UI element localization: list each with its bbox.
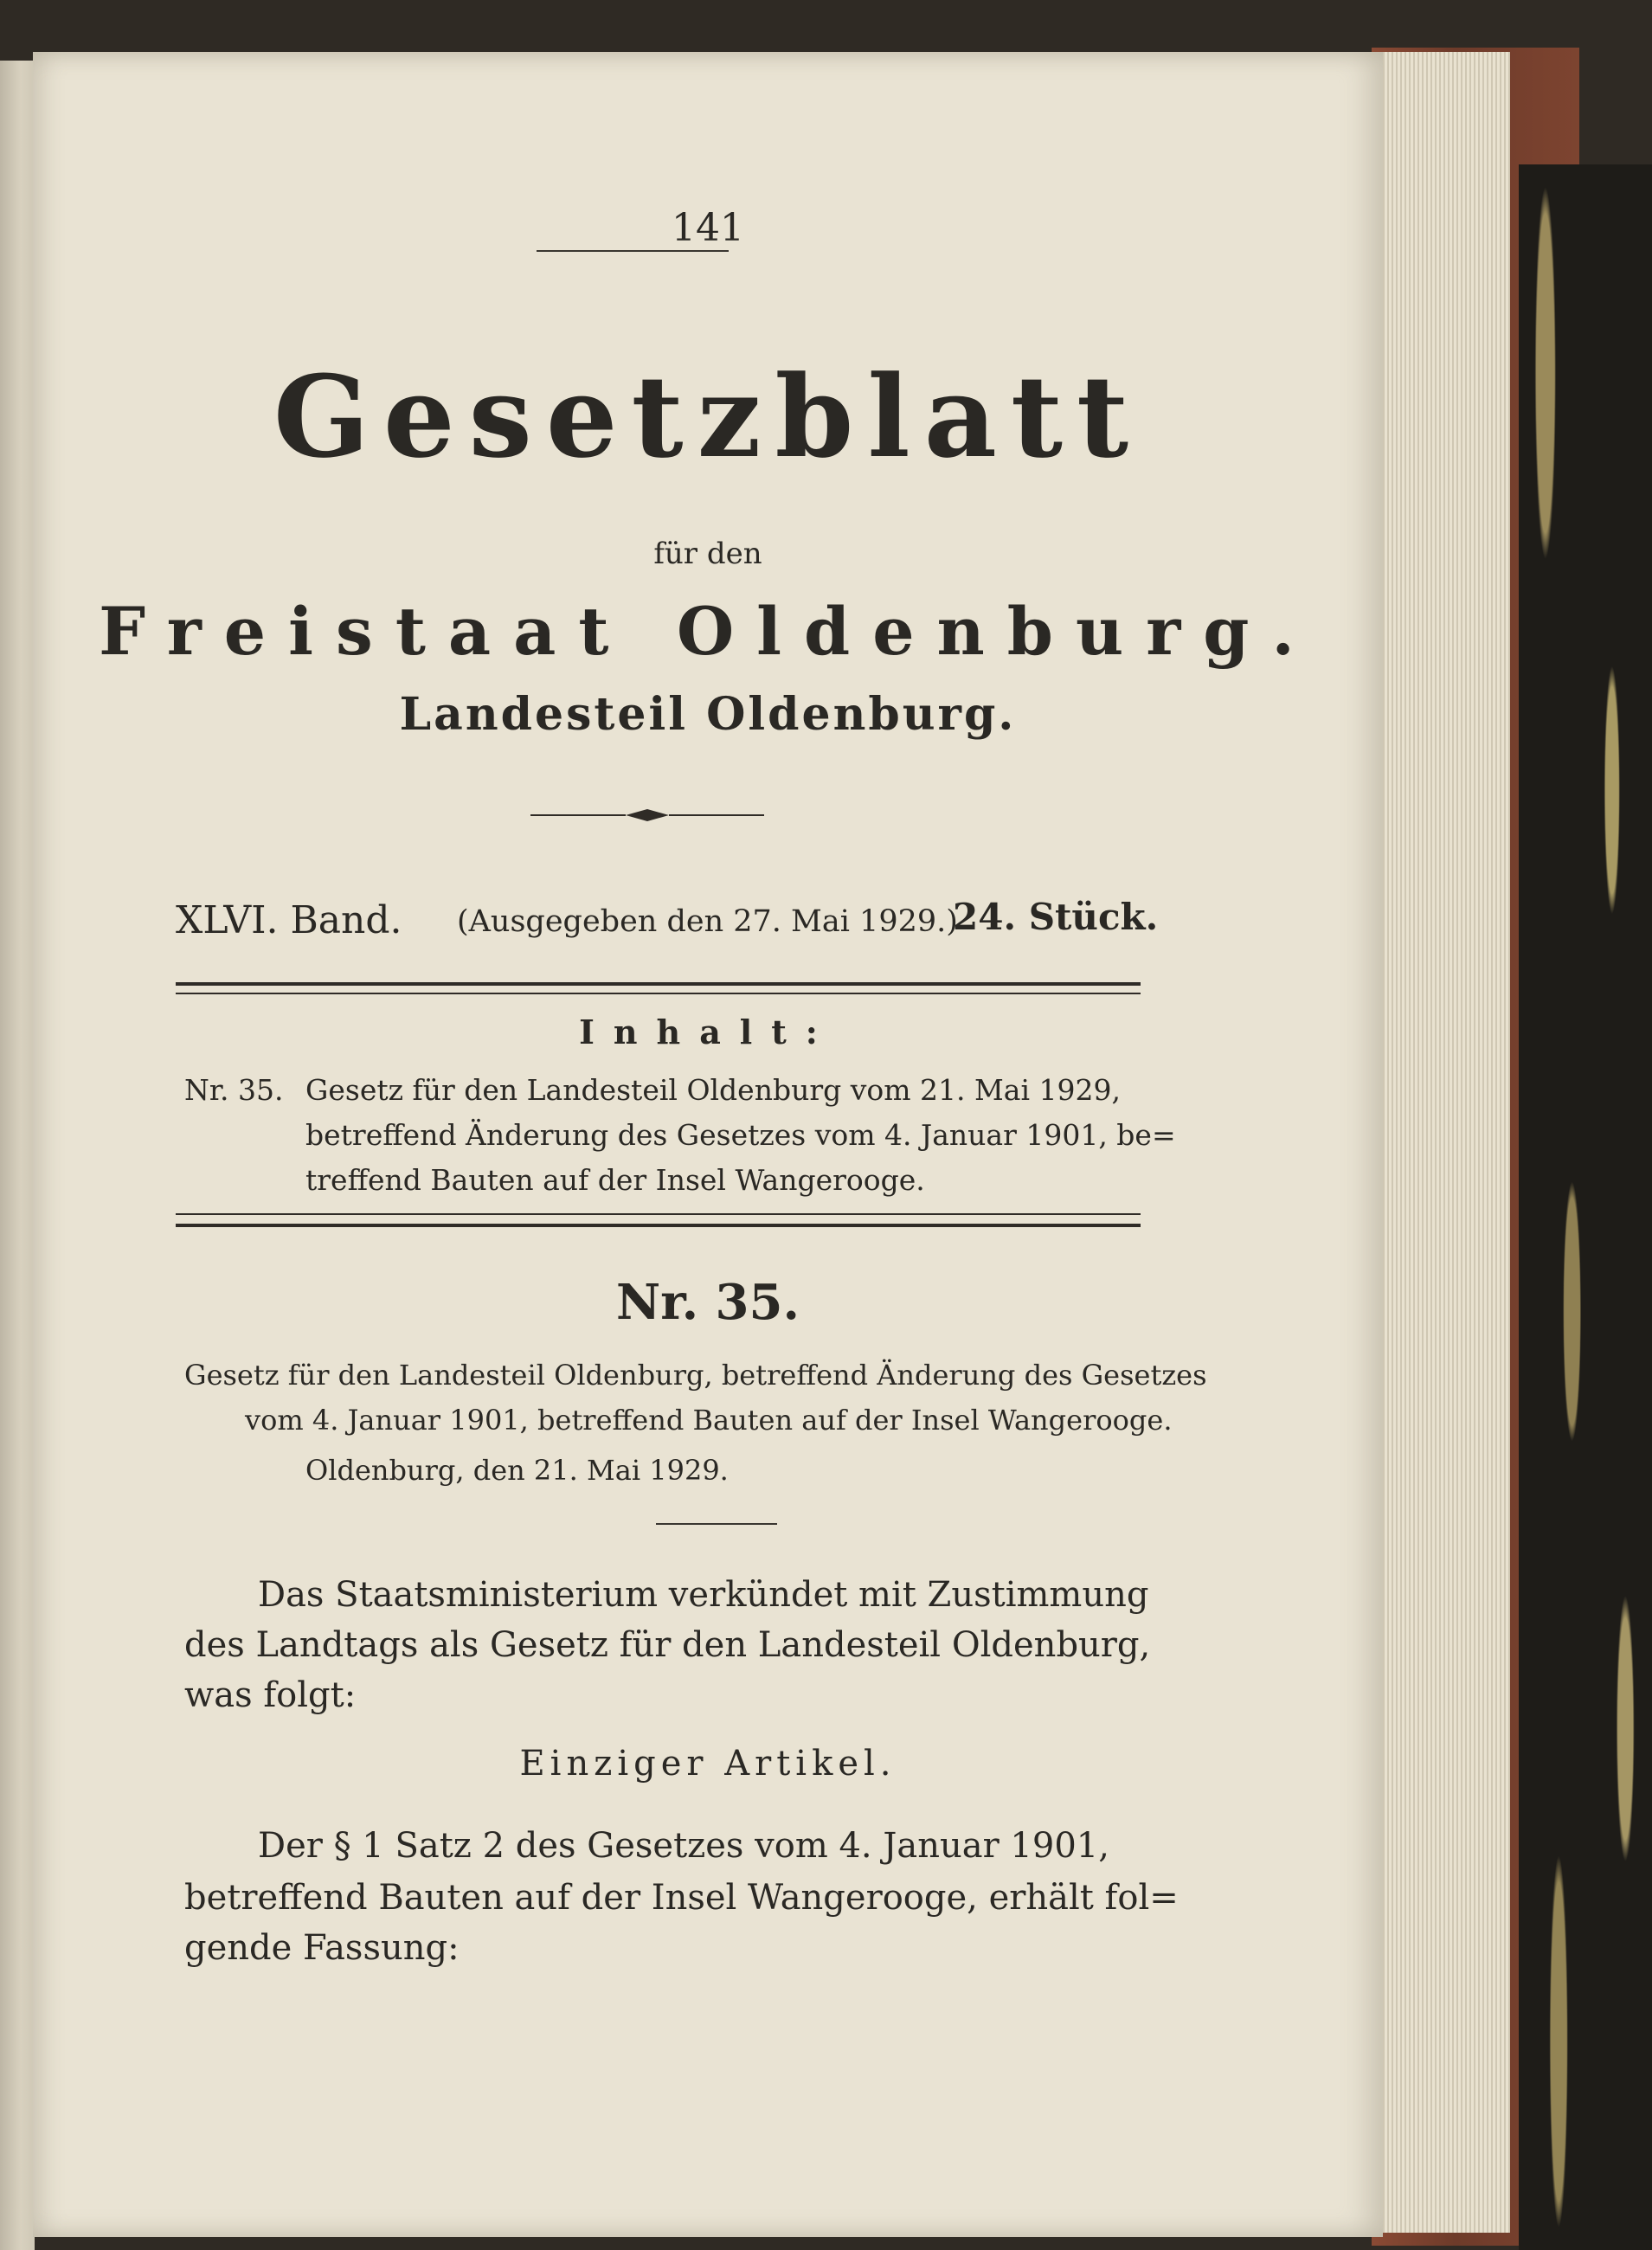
intro-line: Das Staatsministerium verkündet mit Zustimmung (258, 1575, 1149, 1615)
page-block-edges (1380, 52, 1510, 2233)
masthead-region: Landesteil Oldenburg. (399, 688, 1017, 741)
intro-line: was folgt: (184, 1675, 357, 1715)
law-title-line: vom 4. Januar 1901, betreffend Bauten auf der Insel Wangerooge. (245, 1404, 1173, 1437)
masthead-subtitle: für den (653, 537, 762, 571)
page-number-rule (537, 250, 729, 252)
contents-line: betreffend Änderung des Gesetzes vom 4. Januar 1901, be= (305, 1118, 1176, 1152)
article-line: gende Fassung: (184, 1928, 460, 1968)
article-line: Der § 1 Satz 2 des Gesetzes vom 4. Januar 1901, (258, 1826, 1109, 1866)
page-content (33, 52, 1383, 2237)
contents-line: Gesetz für den Landesteil Oldenburg vom 21. Mai 1929, (305, 1073, 1121, 1107)
rule-mid-2 (176, 1224, 1141, 1227)
contents-line: treffend Bauten auf der Insel Wangerooge. (305, 1163, 925, 1197)
left-page-edge (0, 61, 35, 2250)
rule-top-2 (176, 993, 1141, 994)
rule-mid-1 (176, 1213, 1141, 1215)
contents-entry-number: Nr. 35. (184, 1073, 284, 1107)
rule-top-1 (176, 982, 1141, 986)
article-line: betreffend Bauten auf der Insel Wangerooge, erhält fol= (184, 1878, 1179, 1918)
article-heading: Einziger Artikel. (519, 1744, 897, 1784)
document-page (33, 52, 1383, 2237)
page-number: 141 (672, 206, 744, 250)
contents-heading: Inhalt: (579, 1012, 837, 1051)
masthead-title: Gesetzblatt (273, 350, 1143, 483)
masthead-state: Freistaat Oldenburg. (99, 593, 1317, 670)
issue-number: 24. Stück. (953, 896, 1159, 938)
marbled-cover (1519, 164, 1652, 2250)
issue-date: (Ausgegeben den 27. Mai 1929.) (457, 904, 958, 939)
section-rule (656, 1523, 777, 1525)
law-number: Nr. 35. (616, 1274, 800, 1331)
issue-volume: XLVI. Band. (176, 898, 402, 942)
law-date: Oldenburg, den 21. Mai 1929. (305, 1454, 729, 1487)
intro-line: des Landtags als Gesetz für den Landesteil Oldenburg, (184, 1625, 1151, 1665)
law-title-line: Gesetz für den Landesteil Oldenburg, betreffend Änderung des Gesetzes (184, 1359, 1207, 1392)
ornament-divider-icon (530, 805, 764, 826)
